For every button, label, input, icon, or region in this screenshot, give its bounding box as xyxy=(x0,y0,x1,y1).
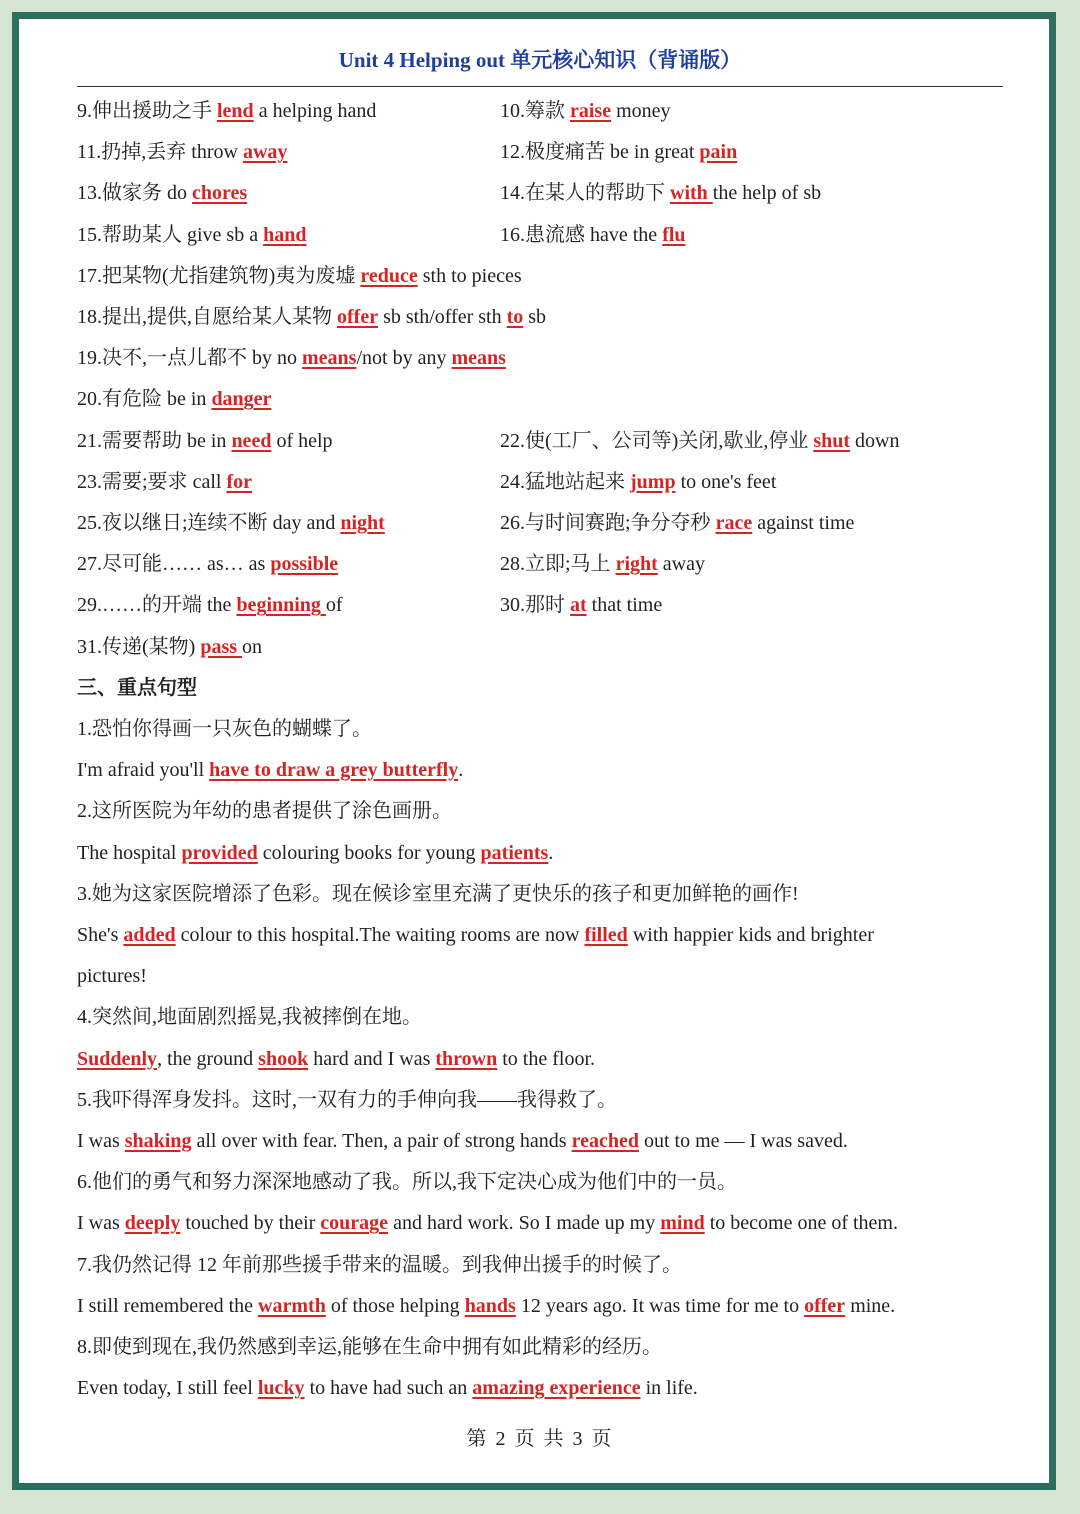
phrase-text: on xyxy=(242,635,263,658)
sentence-english xyxy=(77,833,553,874)
phrase-keyword: to xyxy=(506,306,524,328)
phrase-chinese: 13.做家务 xyxy=(77,182,167,205)
phrase-keyword: night xyxy=(340,512,385,534)
phrase-text: have the xyxy=(590,223,663,246)
phrase-keyword: danger xyxy=(211,388,272,411)
phrase-chinese: 19.决不,一点儿都不 xyxy=(77,347,252,370)
sentence-text: all over with fear. Then, a pair of strong hands xyxy=(191,1130,572,1152)
phrase-keyword: pass xyxy=(200,635,243,658)
sentence-text: 12 years ago. It was time for me to xyxy=(515,1294,805,1317)
sentence-english xyxy=(77,750,463,791)
phrase-item xyxy=(77,91,376,132)
phrase-text: by no xyxy=(252,347,302,370)
phrase-text: against time xyxy=(752,512,855,534)
phrase-keyword: race xyxy=(715,512,753,534)
sentence-keyword: courage xyxy=(320,1212,389,1235)
phrase-chinese: 12.极度痛苦 xyxy=(500,141,610,164)
sentence-keyword: patients xyxy=(480,841,549,864)
phrase-text: /not by any xyxy=(356,347,452,370)
phrase-item xyxy=(77,297,546,338)
phrase-chinese: 31.传递(某物) xyxy=(77,635,201,658)
phrase-text: sb xyxy=(523,306,547,328)
sentence-text: , the ground xyxy=(157,1047,259,1070)
phrase-item xyxy=(77,173,247,214)
phrase-keyword: need xyxy=(231,429,272,452)
phrase-item xyxy=(77,256,522,297)
phrase-keyword: means xyxy=(302,347,357,370)
phrase-text: of xyxy=(325,594,343,617)
sentence-keyword: Suddenly xyxy=(77,1047,158,1070)
sentence-text: The hospital xyxy=(77,841,182,864)
phrase-item xyxy=(77,338,506,379)
phrase-keyword: flu xyxy=(662,223,686,246)
sentence-text: mine. xyxy=(845,1294,896,1317)
phrase-keyword: reduce xyxy=(360,264,418,287)
phrase-item xyxy=(77,421,333,462)
phrase-chinese: 10.筹款 xyxy=(500,100,570,122)
sentence-chinese: 5.我吓得浑身发抖。这时,一双有力的手伸向我——我得救了。 xyxy=(77,1088,617,1111)
phrase-chinese: 26.与时间赛跑;争分夺秒 xyxy=(500,512,716,534)
sentence-text: in life. xyxy=(640,1377,698,1400)
phrase-chinese: 25.夜以继日;连续不断 xyxy=(77,512,273,534)
sentence-keyword: added xyxy=(123,924,176,946)
phrase-item xyxy=(77,585,343,626)
phrase-text: money xyxy=(611,100,671,122)
sentence-chinese: 2.这所医院为年幼的患者提供了涂色画册。 xyxy=(77,800,452,823)
sentence-text: colouring books for young xyxy=(257,841,481,864)
sentence-keyword: amazing experience xyxy=(472,1377,641,1400)
phrase-item xyxy=(500,462,776,503)
sentence-text: hard and I was xyxy=(308,1047,436,1070)
sentence-chinese: 6.他们的勇气和努力深深地感动了我。所以,我下定决心成为他们中的一员。 xyxy=(77,1171,737,1194)
page-title: Unit 4 Helping out 单元核心知识（背诵版） xyxy=(338,48,742,72)
sentence-english-continued: pictures! xyxy=(77,965,147,988)
sentence-text: to have had such an xyxy=(304,1377,473,1400)
phrase-chinese: 24.猛地站起来 xyxy=(500,470,630,493)
phrase-keyword: for xyxy=(226,470,252,493)
sentence-keyword: mind xyxy=(660,1212,705,1235)
phrase-text: of help xyxy=(271,429,333,452)
phrase-chinese: 9.伸出援助之手 xyxy=(77,100,217,122)
phrase-item xyxy=(77,627,262,668)
sentence-text: and hard work. So I made up my xyxy=(388,1212,661,1235)
phrase-text: down xyxy=(850,429,900,452)
phrase-item xyxy=(77,379,271,420)
phrase-chinese: 14.在某人的帮助下 xyxy=(500,182,670,205)
sentence-text: Even today, I still feel xyxy=(77,1377,258,1400)
phrase-text: the xyxy=(207,594,237,617)
sentence-keyword: reached xyxy=(571,1130,639,1152)
phrase-text: that time xyxy=(586,594,663,617)
phrase-item xyxy=(77,462,252,503)
phrase-chinese: 29.……的开端 xyxy=(77,594,207,617)
phrase-text: give sb a xyxy=(187,223,264,246)
sentence-keyword: hands xyxy=(464,1294,516,1317)
phrase-chinese: 18.提出,提供,自愿给某人某物 xyxy=(77,306,337,328)
phrase-text: be in great xyxy=(610,141,700,164)
phrase-text: sb sth/offer sth xyxy=(378,306,507,328)
section-heading: 三、重点句型 xyxy=(77,676,197,699)
phrase-text: be in xyxy=(187,429,232,452)
phrase-item xyxy=(77,503,385,544)
phrase-item xyxy=(500,173,821,214)
phrase-text: call xyxy=(192,470,227,493)
phrase-text: a helping hand xyxy=(253,100,377,122)
phrase-item xyxy=(77,544,338,585)
phrase-chinese: 17.把某物(尤指建筑物)夷为废墟 xyxy=(77,264,361,287)
phrase-item xyxy=(77,215,306,256)
sentence-english xyxy=(77,1203,898,1244)
phrase-text: throw xyxy=(191,141,243,164)
sentence-text: I was xyxy=(77,1212,125,1235)
sentence-text: . xyxy=(458,759,464,782)
phrase-chinese: 27.尽可能…… xyxy=(77,553,207,576)
phrase-keyword: shut xyxy=(813,429,851,452)
sentence-english xyxy=(77,1286,895,1327)
phrase-item xyxy=(500,91,671,132)
sentence-text: . xyxy=(548,841,554,864)
sentence-chinese: 8.即使到现在,我仍然感到幸运,能够在生命中拥有如此精彩的经历。 xyxy=(77,1336,662,1358)
phrase-chinese: 16.患流感 xyxy=(500,223,590,246)
sentence-english xyxy=(77,1039,595,1080)
sentence-keyword: offer xyxy=(804,1294,846,1317)
sentence-english xyxy=(77,915,874,956)
sentence-text: I still remembered the xyxy=(77,1294,259,1317)
phrase-item xyxy=(500,215,686,256)
phrase-keyword: chores xyxy=(192,182,248,205)
phrase-keyword: raise xyxy=(570,100,612,122)
sentence-keyword: provided xyxy=(181,841,258,864)
sentence-english xyxy=(77,1368,698,1409)
page-footer: 第 2 页 共 3 页 xyxy=(466,1428,614,1450)
phrase-item xyxy=(500,132,737,173)
phrase-chinese: 11.扔掉,丢弃 xyxy=(77,141,192,164)
sentence-chinese: 4.突然间,地面剧烈摇晃,我被摔倒在地。 xyxy=(77,1006,422,1029)
title-divider xyxy=(77,86,1003,87)
sentence-keyword: deeply xyxy=(124,1212,181,1235)
phrase-keyword: at xyxy=(570,594,587,617)
phrase-keyword: jump xyxy=(630,470,676,493)
sentence-text: with happier kids and brighter xyxy=(627,924,874,946)
sentence-keyword: shaking xyxy=(124,1130,192,1152)
sentence-text: She's xyxy=(77,924,124,946)
phrase-text: the help of sb xyxy=(712,182,822,205)
phrase-chinese: 15.帮助某人 xyxy=(77,223,187,246)
phrase-keyword: beginning xyxy=(236,594,326,617)
phrase-keyword: right xyxy=(615,553,658,576)
phrase-item xyxy=(500,585,662,626)
phrase-text: do xyxy=(167,182,192,205)
phrase-chinese: 28.立即;马上 xyxy=(500,553,616,576)
phrase-text: day and xyxy=(272,512,341,534)
phrase-keyword: means xyxy=(451,347,506,370)
phrase-text: to one's feet xyxy=(675,470,777,493)
sentence-text: to become one of them. xyxy=(704,1212,898,1235)
phrase-item xyxy=(500,544,705,585)
phrase-text: be in xyxy=(167,388,212,411)
phrase-keyword: possible xyxy=(270,553,339,576)
phrase-keyword: with xyxy=(670,182,713,205)
sentence-keyword: warmth xyxy=(258,1294,326,1317)
phrase-item xyxy=(77,132,287,173)
sentence-english xyxy=(77,1121,848,1162)
sentence-chinese: 7.我仍然记得 12 年前那些援手带来的温暖。到我伸出援手的时候了。 xyxy=(77,1253,682,1276)
sentence-keyword: thrown xyxy=(435,1047,498,1070)
phrase-item xyxy=(500,503,854,544)
phrase-chinese: 22.使(工厂、公司等)关闭,歇业,停业 xyxy=(500,429,814,452)
sentence-keyword: lucky xyxy=(257,1377,305,1400)
sentence-text: touched by their xyxy=(180,1212,321,1235)
sentence-keyword: have to draw a grey butterfly xyxy=(209,759,459,782)
phrase-text: sth to pieces xyxy=(417,264,522,287)
sentence-text: to the floor. xyxy=(497,1047,596,1070)
phrase-chinese: 30.那时 xyxy=(500,594,570,617)
sentence-chinese: 3.她为这家医院增添了色彩。现在候诊室里充满了更快乐的孩子和更加鲜艳的画作! xyxy=(77,882,799,905)
phrase-keyword: offer xyxy=(337,306,379,328)
sentence-text: I'm afraid you'll xyxy=(77,759,210,782)
phrase-keyword: lend xyxy=(217,100,254,122)
phrase-chinese: 20.有危险 xyxy=(77,388,167,411)
sentence-chinese: 1.恐怕你得画一只灰色的蝴蝶了。 xyxy=(77,718,372,740)
sentence-text: out to me — I was saved. xyxy=(638,1130,848,1152)
phrase-keyword: away xyxy=(242,141,288,164)
phrase-chinese: 21.需要帮助 xyxy=(77,429,187,452)
phrase-chinese: 23.需要;要求 xyxy=(77,470,193,493)
phrase-text: away xyxy=(657,553,705,576)
sentence-text: I was xyxy=(77,1130,125,1152)
sentence-keyword: shook xyxy=(258,1047,309,1070)
phrase-item xyxy=(500,421,899,462)
sentence-keyword: filled xyxy=(584,924,628,946)
sentence-text: colour to this hospital.The waiting rooms are now xyxy=(175,924,585,946)
phrase-keyword: pain xyxy=(699,141,738,164)
sentence-text: of those helping xyxy=(325,1294,465,1317)
phrase-text: as… as xyxy=(207,553,271,576)
phrase-keyword: hand xyxy=(263,223,307,246)
